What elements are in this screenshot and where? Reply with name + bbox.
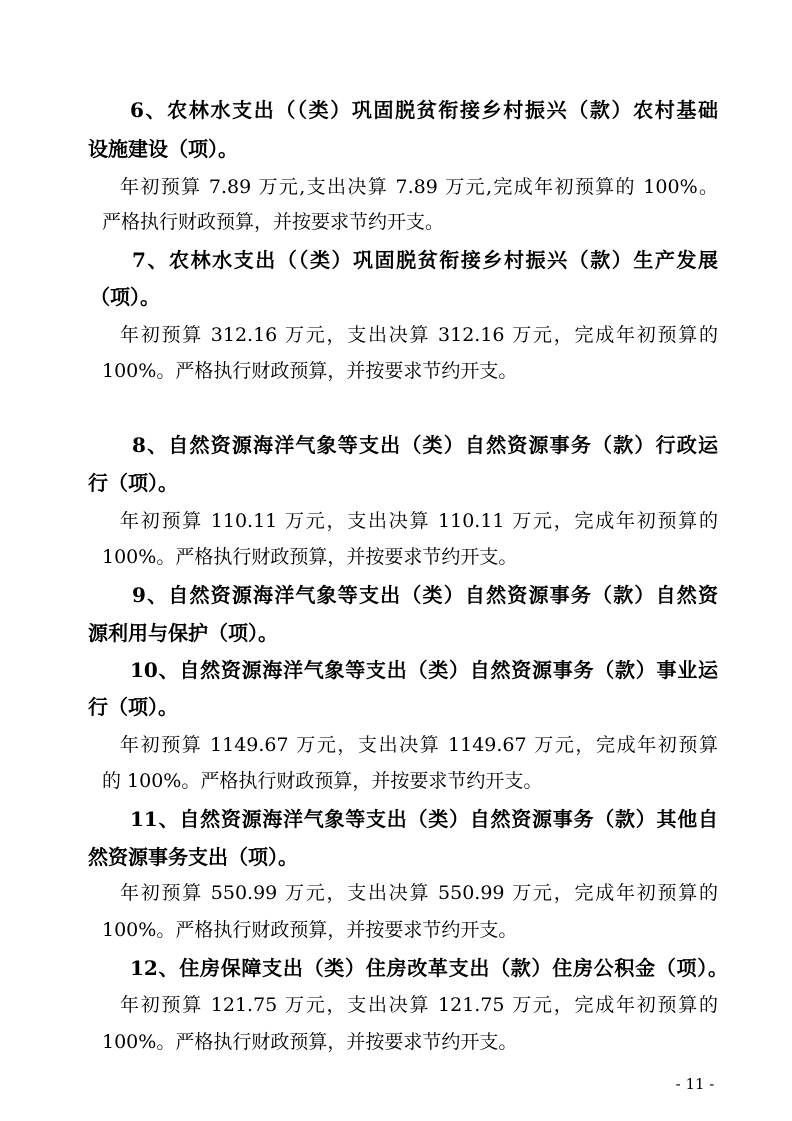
section-6-heading-line-2: 设施建设（项）。 <box>88 137 238 161</box>
section-10-body-line-2: 的 100%。严格执行财政预算，并按要求节约开支。 <box>102 770 543 792</box>
section-11-body-line-1: 年初预算 550.99 万元，支出决算 550.99 万元，完成年初预算的 <box>120 882 718 904</box>
section-9-heading-line-2: 源利用与保护（项）。 <box>88 621 278 645</box>
page-number: - 11 - <box>675 1075 715 1093</box>
section-8-body-line-1: 年初预算 110.11 万元，支出决算 110.11 万元，完成年初预算的 <box>120 510 718 532</box>
section-12-heading-line-1: 12、住房保障支出（类）住房改革支出（款）住房公积金（项）。 <box>130 956 728 980</box>
section-11-heading-line-1: 11、自然资源海洋气象等支出（类）自然资源事务（款）其他自 <box>130 807 718 831</box>
section-8-heading-line-2: 行（项）。 <box>88 471 178 495</box>
section-8-body-line-2: 100%。严格执行财政预算，并按要求节约开支。 <box>102 546 518 568</box>
section-12-body-line-1: 年初预算 121.75 万元，支出决算 121.75 万元，完成年初预算的 <box>120 994 718 1016</box>
section-10-heading-line-1: 10、自然资源海洋气象等支出（类）自然资源事务（款）事业运 <box>130 658 718 682</box>
section-10-heading-line-2: 行（项）。 <box>88 695 178 719</box>
section-6-heading-line-1: 6、农林水支出（（类）巩固脱贫衔接乡村振兴（款）农村基础 <box>130 98 718 122</box>
section-10-body-line-1: 年初预算 1149.67 万元，支出决算 1149.67 万元，完成年初预算 <box>120 734 718 756</box>
section-9-heading-line-1: 9、自然资源海洋气象等支出（类）自然资源事务（款）自然资 <box>132 583 718 607</box>
section-6-body-line-1: 年初预算 7.89 万元,支出决算 7.89 万元,完成年初预算的 100%。 <box>120 176 718 198</box>
section-12-body-line-2: 100%。严格执行财政预算，并按要求节约开支。 <box>102 1031 518 1053</box>
section-7-body-line-2: 100%。严格执行财政预算，并按要求节约开支。 <box>102 360 518 382</box>
section-11-body-line-2: 100%。严格执行财政预算，并按要求节约开支。 <box>102 919 518 941</box>
section-8-heading-line-1: 8、自然资源海洋气象等支出（类）自然资源事务（款）行政运 <box>132 433 718 457</box>
section-6-body-line-2: 严格执行财政预算，并按要求节约开支。 <box>102 211 445 233</box>
section-7-heading-line-1: 7、农林水支出（（类）巩固脱贫衔接乡村振兴（款）生产发展 <box>132 248 718 272</box>
section-11-heading-line-2: 然资源事务支出（项）。 <box>88 845 298 869</box>
section-7-body-line-1: 年初预算 312.16 万元，支出决算 312.16 万元，完成年初预算的 <box>120 324 718 346</box>
section-7-heading-line-2: （项）。 <box>90 285 160 309</box>
